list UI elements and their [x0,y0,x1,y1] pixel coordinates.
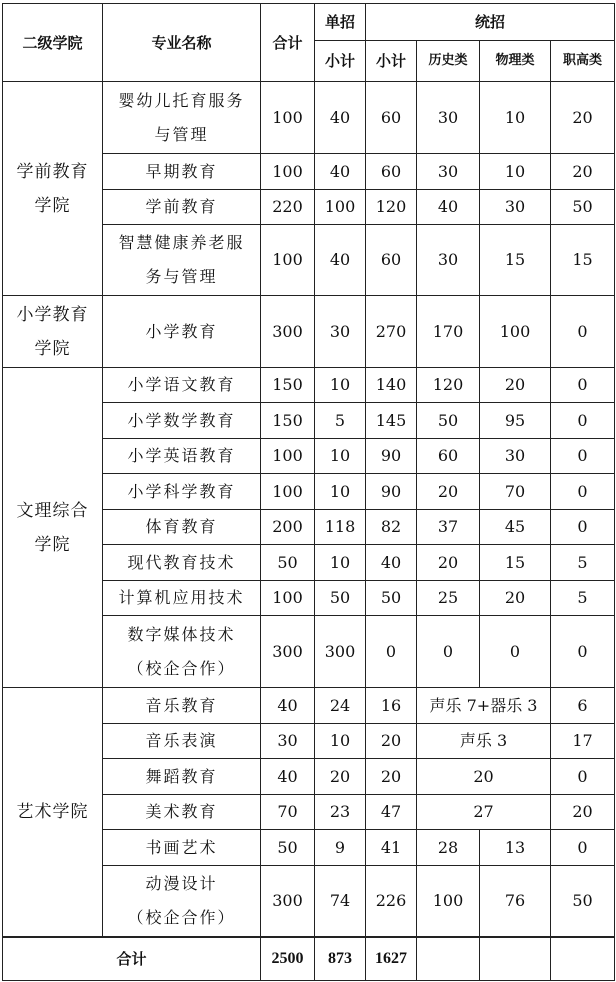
cell-vocational: 0 [551,759,615,795]
cell-tongzhao: 120 [366,190,417,225]
cell-tongzhao: 90 [366,474,417,510]
major-name: 音乐表演 [103,724,261,759]
major-name: 音乐教育 [103,688,261,724]
cell-vocational: 0 [551,510,615,545]
major-name: 体育教育 [103,510,261,545]
cell-history: 30 [417,82,480,154]
cell-vocational: 50 [551,190,615,225]
cell-physics: 0 [480,616,551,688]
cell-tongzhao: 40 [366,545,417,581]
cell-physics: 30 [480,190,551,225]
major-name-line2: （校企合作） [127,658,236,678]
cell-tongzhao: 41 [366,830,417,866]
cell-danzhao: 9 [315,830,366,866]
cell-danzhao: 10 [315,724,366,759]
cell-physics: 100 [480,296,551,368]
major-name [103,82,261,154]
cell-total: 150 [261,403,315,439]
cell-physics: 20 [480,368,551,403]
college-cell [3,296,103,368]
cell-history-physics-merged: 20 [417,759,551,795]
cell-history-physics-merged: 声乐 7+器乐 3 [417,688,551,724]
cell-vocational: 50 [551,866,615,937]
college-cell: 艺术学院 [3,688,103,937]
cell-tongzhao: 90 [366,439,417,474]
cell-physics: 30 [480,439,551,474]
cell-tongzhao: 226 [366,866,417,937]
major-name: 小学英语教育 [103,439,261,474]
footer-total: 2500 [261,937,315,981]
major-name-line2: 务与管理 [145,267,218,286]
header-total: 合计 [261,4,315,82]
cell-danzhao: 23 [315,795,366,830]
major-name: 小学教育 [103,296,261,368]
cell-total: 70 [261,795,315,830]
cell-tongzhao: 140 [366,368,417,403]
cell-tongzhao: 16 [366,688,417,724]
cell-tongzhao: 82 [366,510,417,545]
cell-tongzhao: 60 [366,82,417,154]
footer-empty-cell [551,937,615,981]
college-name-line1: 文理综合 [16,500,89,521]
footer-tongzhao-total: 1627 [366,937,417,981]
header-physics: 物理类 [480,41,551,82]
college-cell [3,368,103,688]
cell-history-physics-merged: 声乐 3 [417,724,551,759]
cell-vocational: 0 [551,474,615,510]
cell-history: 50 [417,403,480,439]
cell-total: 40 [261,688,315,724]
major-name: 美术教育 [103,795,261,830]
major-name-line2: 与管理 [154,124,209,144]
cell-danzhao: 118 [315,510,366,545]
cell-history: 20 [417,474,480,510]
cell-history: 30 [417,154,480,190]
cell-total: 50 [261,545,315,581]
cell-tongzhao: 270 [366,296,417,368]
cell-physics: 70 [480,474,551,510]
cell-history: 120 [417,368,480,403]
cell-tongzhao: 60 [366,225,417,296]
header-history: 历史类 [417,41,480,82]
cell-danzhao: 74 [315,866,366,937]
cell-history: 100 [417,866,480,937]
cell-total: 100 [261,82,315,154]
cell-physics: 20 [480,581,551,616]
college-name-line2: 学院 [34,534,71,555]
cell-total: 300 [261,866,315,937]
cell-danzhao: 40 [315,82,366,154]
cell-physics: 95 [480,403,551,439]
cell-physics: 13 [480,830,551,866]
cell-danzhao: 10 [315,545,366,581]
cell-physics: 10 [480,82,551,154]
major-name: 学前教育 [103,190,261,225]
cell-total: 100 [261,225,315,296]
footer-danzhao-total: 873 [315,937,366,981]
college-cell [3,82,103,296]
cell-history: 170 [417,296,480,368]
cell-total: 100 [261,154,315,190]
header-tongzhao: 统招 [366,4,615,41]
major-name-line1: 数字媒体技术 [127,624,236,644]
college-name-line2: 学院 [34,338,71,359]
major-name: 计算机应用技术 [103,581,261,616]
cell-vocational: 0 [551,368,615,403]
cell-total: 100 [261,474,315,510]
cell-danzhao: 5 [315,403,366,439]
cell-vocational: 0 [551,403,615,439]
cell-tongzhao: 47 [366,795,417,830]
cell-history: 0 [417,616,480,688]
major-name: 小学语文教育 [103,368,261,403]
major-name: 早期教育 [103,154,261,190]
cell-danzhao: 10 [315,368,366,403]
footer-empty-cell [480,937,551,981]
college-name-line2: 学院 [34,195,71,216]
cell-vocational: 5 [551,545,615,581]
cell-history: 40 [417,190,480,225]
cell-total: 150 [261,368,315,403]
cell-vocational: 20 [551,795,615,830]
cell-vocational: 20 [551,82,615,154]
cell-total: 300 [261,296,315,368]
header-danzhao: 单招 [315,4,366,41]
cell-danzhao: 10 [315,439,366,474]
cell-history: 30 [417,225,480,296]
cell-vocational: 17 [551,724,615,759]
cell-danzhao: 20 [315,759,366,795]
header-major: 专业名称 [103,4,261,82]
major-name: 小学数学教育 [103,403,261,439]
cell-tongzhao: 50 [366,581,417,616]
cell-vocational: 0 [551,830,615,866]
major-name-line1: 婴幼儿托育服务 [118,90,245,110]
cell-vocational: 6 [551,688,615,724]
cell-physics: 10 [480,154,551,190]
header-college: 二级学院 [3,4,103,82]
cell-tongzhao: 0 [366,616,417,688]
major-name: 舞蹈教育 [103,759,261,795]
cell-history: 20 [417,545,480,581]
cell-vocational: 0 [551,439,615,474]
cell-physics: 15 [480,545,551,581]
cell-history: 28 [417,830,480,866]
cell-tongzhao: 20 [366,724,417,759]
cell-total: 30 [261,724,315,759]
footer-empty-cell [417,937,480,981]
cell-danzhao: 10 [315,474,366,510]
cell-danzhao: 24 [315,688,366,724]
cell-tongzhao: 145 [366,403,417,439]
major-name [103,866,261,937]
cell-vocational: 0 [551,296,615,368]
cell-danzhao: 300 [315,616,366,688]
enrollment-plan-table [2,3,615,981]
cell-tongzhao: 60 [366,154,417,190]
header-subtotal-tongzhao: 小计 [366,41,417,82]
cell-total: 200 [261,510,315,545]
major-name-line1: 动漫设计 [145,873,218,893]
header-subtotal-danzhao: 小计 [315,41,366,82]
cell-vocational: 0 [551,616,615,688]
major-name: 小学科学教育 [103,474,261,510]
cell-tongzhao: 20 [366,759,417,795]
cell-total: 40 [261,759,315,795]
header-vocational: 职高类 [551,41,615,82]
cell-physics: 76 [480,866,551,937]
cell-history-physics-merged: 27 [417,795,551,830]
major-name: 现代教育技术 [103,545,261,581]
major-name [103,225,261,296]
cell-total: 50 [261,830,315,866]
college-name-line1: 小学教育 [16,304,89,325]
major-name-line2: （校企合作） [127,907,236,927]
cell-vocational: 5 [551,581,615,616]
major-name [103,616,261,688]
cell-history: 25 [417,581,480,616]
cell-history: 60 [417,439,480,474]
cell-danzhao: 50 [315,581,366,616]
major-name-line1: 智慧健康养老服 [118,233,245,252]
cell-total: 220 [261,190,315,225]
cell-total: 300 [261,616,315,688]
cell-physics: 15 [480,225,551,296]
cell-total: 100 [261,439,315,474]
major-name: 书画艺术 [103,830,261,866]
cell-danzhao: 40 [315,154,366,190]
cell-physics: 45 [480,510,551,545]
cell-danzhao: 40 [315,225,366,296]
footer-total-label: 合计 [3,937,261,981]
cell-danzhao: 100 [315,190,366,225]
cell-vocational: 20 [551,154,615,190]
cell-total: 100 [261,581,315,616]
cell-danzhao: 30 [315,296,366,368]
cell-history: 37 [417,510,480,545]
college-name-line1: 学前教育 [16,161,89,182]
cell-vocational: 15 [551,225,615,296]
